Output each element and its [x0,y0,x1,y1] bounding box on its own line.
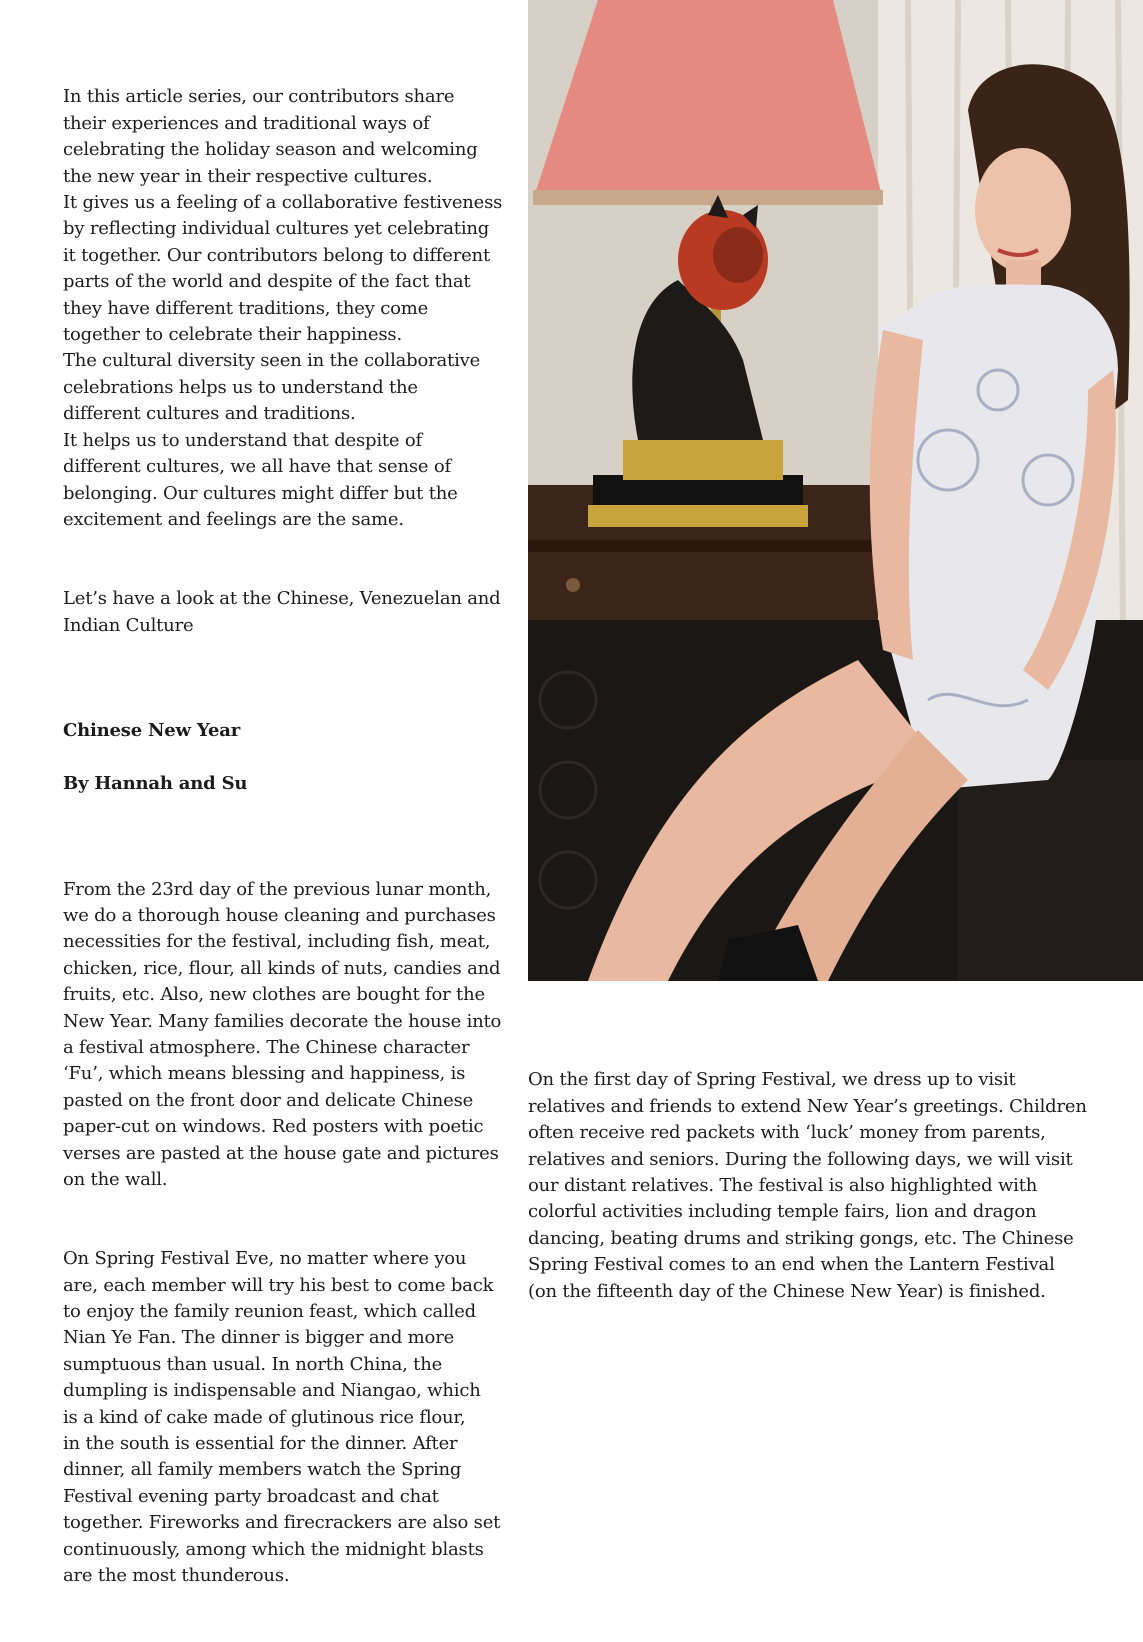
lookahead-paragraph: Let’s have a look at the Chinese, Venezuelan and Indian Culture [63,588,501,636]
section-heading [63,692,508,824]
section-byline: By Hannah and Su [63,772,248,794]
right-text-column [528,1041,1088,1358]
section-title: Chinese New Year [63,720,240,742]
festival-eve-paragraph: On Spring Festival Eve, no matter where you are, each member will try his best to come back to enjoy the family reunion feast, which called Nian Ye Fan. The dinner is bigger and more sumptuous than usual. In north China, the dumpling is indispensable and Niangao, which is a kind of cake made of glutinous rice flour, in the south is essential for the dinner. After dinner, all family members watch the Spring Festival evening party broadcast and chat together. Fireworks and firecrackers are also set continuously, among which the midnight blasts are the most thunderous. [63,1248,501,1587]
intro-paragraph: In this article series, our contributors share their experiences and traditional ways of celebrating the holiday season and welcoming the new year in their respective cultures. It gives us a feeling of a collaborative festiveness by reflecting individual cultures yet celebrating it together. Our contributors belong to different parts of the world and despite of the fact that they have different traditions, they come together to celebrate their happiness. The cultural diversity seen in the collaborative celebrations helps us to understand the different cultures and traditions. It helps us to understand that despite of different cultures, we all have that sense of belonging. Our cultures might differ but the excitement and feelings are the same. [63,86,503,530]
photo-illustration [528,0,1143,981]
left-text-column [63,58,508,1642]
first-day-paragraph: On the first day of Spring Festival, we dress up to visit relatives and friends to extend New Year’s greetings. Children often receive red packets with ‘luck’ money from parents, relatives and seniors. During the following days, we will visit our distant relatives. The festival is also highlighted with colorful activities including temple fairs, lion and dragon dancing, beating drums and striking gongs, etc. The Chinese Spring Festival comes to an end when the Lantern Festival (on the fifteenth day of the Chinese New Year) is finished. [528,1069,1087,1302]
preparation-paragraph: From the 23rd day of the previous lunar month, we do a thorough house cleaning and purchases necessities for the festival, including fish, meat, chicken, rice, flour, all kinds of nuts, candies and fruits, etc. Also, new clothes are bought for the New Year. Many families decorate the house into a festival atmosphere. The Chinese character ‘Fu’, which means blessing and happiness, is pasted on the front door and delicate Chinese paper-cut on windows. Red posters with poetic verses are pasted at the house gate and pictures on the wall. [63,878,502,1191]
article-photo [528,0,1143,981]
